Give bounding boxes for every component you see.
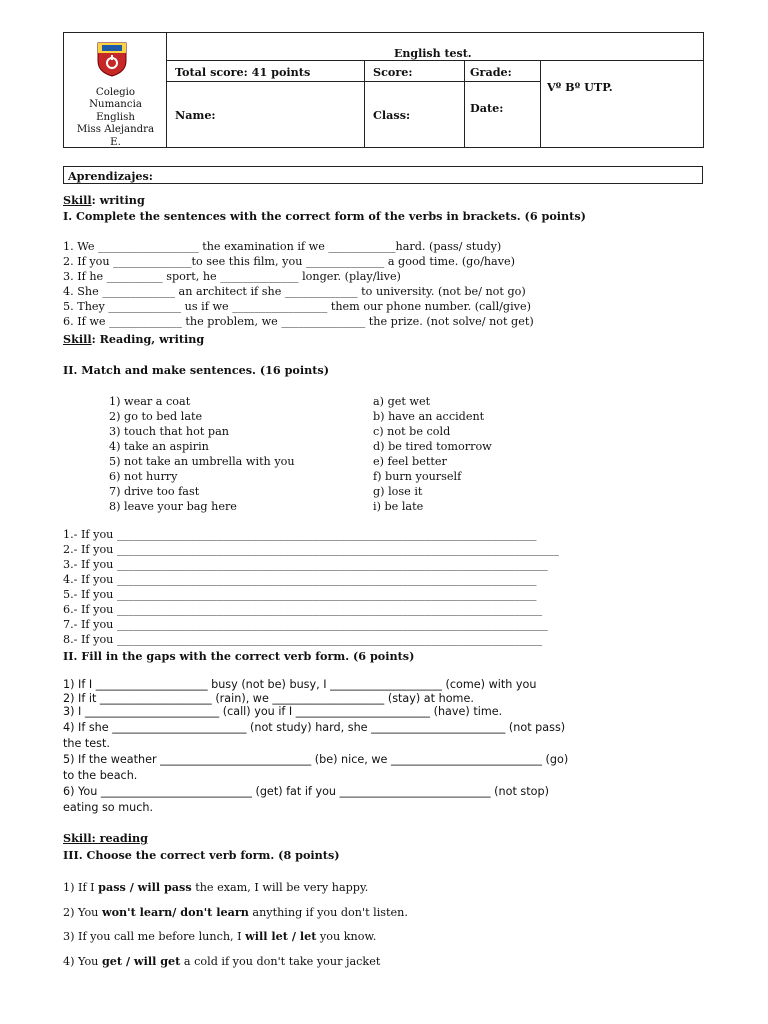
fill-item: 6) You ___________________________ (get) fat if you ___________________________ (not stop) bbox=[63, 784, 549, 798]
section1-skill bbox=[63, 193, 145, 207]
class-label: Class: bbox=[373, 108, 411, 122]
match-left-item: 8) leave your bag here bbox=[109, 500, 237, 513]
match-right-item: e) feel better bbox=[373, 455, 447, 468]
match-right-column bbox=[373, 394, 492, 514]
match-left-item: 3) touch that hot pan bbox=[109, 425, 229, 438]
answer-line[interactable]: 5.- If you ___________________________________________________________________________ bbox=[63, 588, 537, 601]
skill-type: : Reading, writing bbox=[91, 332, 205, 346]
section1-list bbox=[63, 239, 534, 329]
choose-text: the exam, I will be very happy. bbox=[191, 881, 369, 894]
fill-item: 5) If the weather ___________________________ (be) nice, we ___________________________ (go) bbox=[63, 752, 569, 766]
section4-title: III. Choose the correct verb form. (8 points) bbox=[63, 848, 340, 862]
match-right-item: f) burn yourself bbox=[373, 470, 462, 483]
school-line: E. bbox=[110, 136, 121, 148]
date-label: Date: bbox=[470, 101, 504, 115]
aprendizajes-box bbox=[63, 166, 703, 184]
section1-title: I. Complete the sentences with the correct form of the verbs in brackets. (6 points) bbox=[63, 209, 586, 223]
skill-label: Skill bbox=[63, 193, 92, 207]
match-left-item: 2) go to bed late bbox=[109, 410, 203, 423]
match-left-column bbox=[109, 394, 295, 514]
exercise-item: 1. We __________________ the examination if we ____________hard. (pass/ study) bbox=[63, 240, 502, 253]
school-name bbox=[64, 87, 167, 149]
school-crest-logo bbox=[95, 41, 129, 77]
exercise-item: 5. They _____________ us if we _________________ them our phone number. (call/give) bbox=[63, 300, 531, 313]
answer-line[interactable]: 3.- If you _____________________________________________________________________________ bbox=[63, 558, 548, 571]
school-column bbox=[64, 33, 167, 147]
school-line: Colegio bbox=[95, 87, 136, 98]
answer-line[interactable]: 2.- If you _______________________________________________________________________________ bbox=[63, 543, 559, 556]
match-left-item: 5) not take an umbrella with you bbox=[109, 455, 295, 468]
score-label: Score: bbox=[373, 65, 413, 79]
choose-item bbox=[63, 880, 368, 894]
choose-text: 2) You bbox=[63, 906, 102, 919]
test-title: English test. bbox=[394, 47, 472, 60]
section3-list bbox=[63, 678, 568, 815]
match-left-item: 1) wear a coat bbox=[109, 395, 191, 408]
match-answer-lines bbox=[63, 527, 559, 647]
exercise-item: 6. If we _____________ the problem, we _______________ the prize. (not solve/ not get) bbox=[63, 315, 534, 328]
skill-label: Skill bbox=[63, 332, 92, 346]
fill-item: eating so much. bbox=[63, 800, 153, 814]
aprendizajes-label: Aprendizajes: bbox=[68, 169, 153, 183]
school-line: Miss Alejandra bbox=[76, 124, 155, 136]
exercise-item: 4. She _____________ an architect if she _____________ to university. (not be/ not go) bbox=[63, 285, 526, 298]
match-left-item: 4) take an aspirin bbox=[109, 440, 209, 453]
choose-item bbox=[63, 954, 380, 968]
fill-item: the test. bbox=[63, 736, 110, 750]
choose-text: 3) If you call me before lunch, I bbox=[63, 930, 246, 943]
skill-type: : writing bbox=[91, 193, 145, 207]
match-right-item: c) not be cold bbox=[373, 425, 451, 438]
fill-item: to the beach. bbox=[63, 768, 138, 782]
answer-line[interactable]: 7.- If you _____________________________________________________________________________ bbox=[63, 618, 548, 631]
exercise-item: 3. If he __________ sport, he ______________ longer. (play/live) bbox=[63, 270, 401, 283]
match-right-item: i) be late bbox=[373, 500, 424, 513]
fill-item: 1) If I ____________________ busy (not be) busy, I ____________________ (come) with you bbox=[63, 678, 537, 691]
answer-line[interactable]: 4.- If you ___________________________________________________________________________ bbox=[63, 573, 537, 586]
total-score: Total score: 41 points bbox=[175, 65, 311, 79]
choose-options[interactable]: pass / will pass bbox=[98, 880, 192, 894]
section4-skill: Skill: reading bbox=[63, 831, 148, 845]
answer-line[interactable]: 8.- If you ____________________________________________________________________________ bbox=[63, 633, 543, 646]
choose-item bbox=[63, 905, 408, 919]
name-label: Name: bbox=[175, 108, 216, 122]
fill-item: 2) If it ____________________ (rain), we ____________________ (stay) at home. bbox=[63, 691, 474, 705]
answer-line[interactable]: 1.- If you ___________________________________________________________________________ bbox=[63, 528, 537, 541]
fill-item: 3) I ________________________ (call) you if I ________________________ (have) time. bbox=[63, 705, 503, 718]
match-right-item: b) have an accident bbox=[373, 410, 485, 423]
school-line: English bbox=[96, 111, 135, 123]
match-right-item: g) lose it bbox=[373, 485, 423, 498]
choose-text: you know. bbox=[316, 930, 377, 943]
match-left-item: 6) not hurry bbox=[109, 470, 178, 483]
choose-text: 4) You bbox=[63, 955, 102, 968]
section2-title: II. Match and make sentences. (16 points) bbox=[63, 363, 330, 377]
vb-utp-label: Vº Bº UTP. bbox=[547, 80, 613, 94]
school-line: Numancia bbox=[89, 99, 142, 111]
choose-text: anything if you don't listen. bbox=[248, 906, 408, 919]
choose-text: a cold if you don't take your jacket bbox=[180, 955, 381, 968]
match-right-item: a) get wet bbox=[373, 395, 431, 408]
match-right-item: d) be tired tomorrow bbox=[373, 440, 492, 453]
section2-skill bbox=[63, 332, 204, 346]
choose-options[interactable]: get / will get bbox=[101, 954, 181, 968]
exercise-item: 2. If you ______________to see this film, you ______________ a good time. (go/have) bbox=[63, 255, 516, 268]
grade-label: Grade: bbox=[470, 65, 512, 79]
match-left-item: 7) drive too fast bbox=[109, 485, 200, 498]
choose-options[interactable]: will let / let bbox=[245, 929, 317, 943]
header-table bbox=[63, 32, 704, 148]
choose-item bbox=[63, 929, 376, 943]
choose-text: 1) If I bbox=[63, 881, 99, 894]
answer-line[interactable]: 6.- If you ____________________________________________________________________________ bbox=[63, 603, 543, 616]
section3-title: II. Fill in the gaps with the correct verb form. (6 points) bbox=[63, 649, 415, 663]
fill-item: 4) If she ________________________ (not study) hard, she ________________________ (not pass) bbox=[63, 720, 566, 734]
choose-options[interactable]: won't learn/ don't learn bbox=[101, 905, 249, 919]
